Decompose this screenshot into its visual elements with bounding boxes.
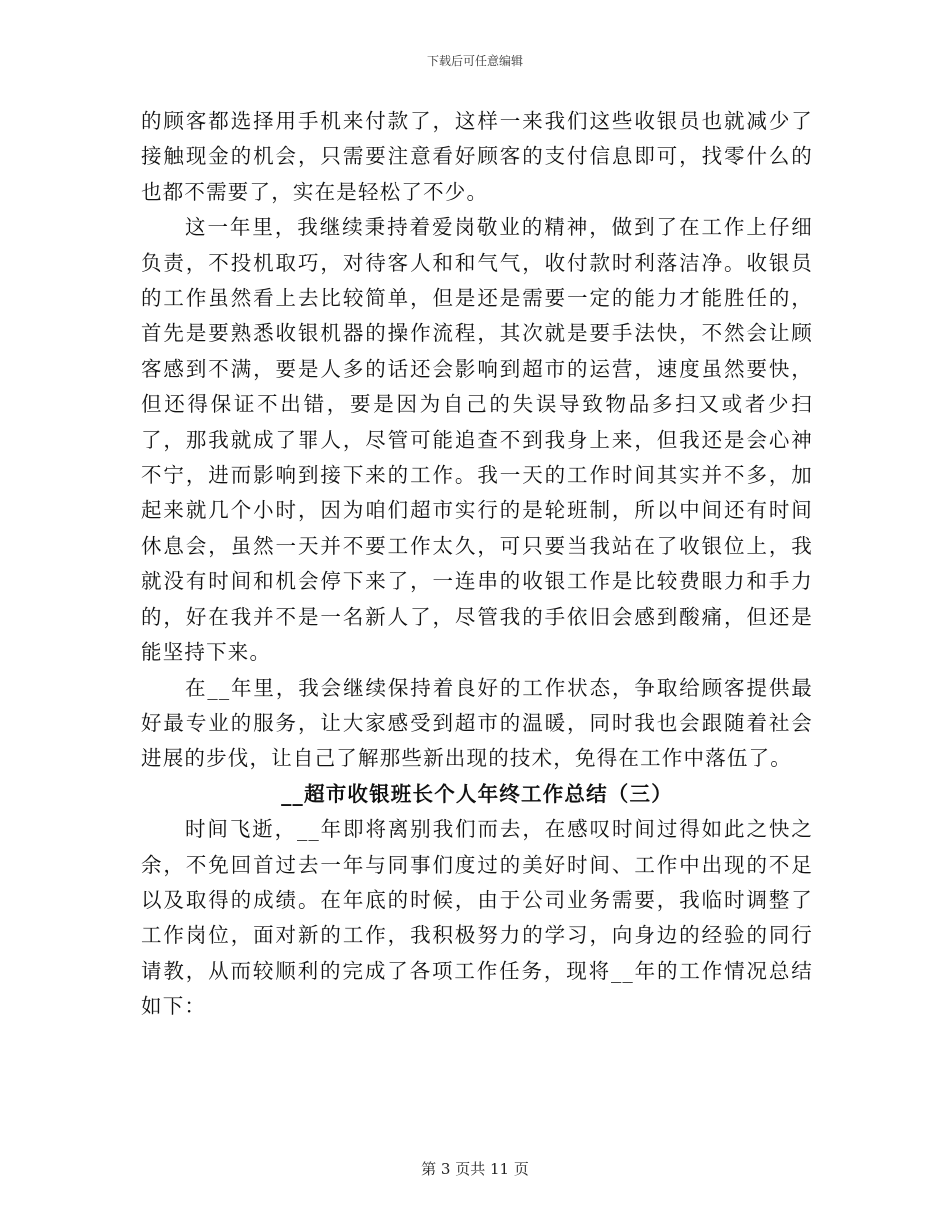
paragraph-next-year-plan: 在__年里，我会继续保持着良好的工作状态，争取给顾客提供最好最专业的服务，让大家感受到超市的温暖，同时我也会跟随着社会进展的步伐，让自己了解那些新出现的技术，免得在工作中落伍了。: [141, 675, 813, 771]
page-number: 第 3 页共 11 页: [421, 1160, 529, 1178]
page-header: 下载后可任意编辑: [426, 54, 523, 68]
document-body: [141, 104, 813, 1025]
paragraph-section-intro: 时间飞逝，__年即将离别我们而去，在感叹时间过得如此之快之余，不免回首过去一年与同事们度过的美好时间、工作中出现的不足以及取得的成绩。在年底的时候，由于公司业务需要，我临时调整了工作岗位，面对新的工作，我积极努力的学习，向身边的经验的同行请教，从而较顺利的完成了各项工作任务，现将__年的工作情况总结如下：: [141, 817, 813, 1019]
paragraph-work-summary: 这一年里，我继续秉持着爱岗敬业的精神，做到了在工作上仔细负责，不投机取巧，对待客人和和气气，收付款时利落洁净。收银员的工作虽然看上去比较简单，但是还是需要一定的能力才能胜任的，首先是要熟悉收银机器的操作流程，其次就是要手法快，不然会让顾客感到不满，要是人多的话还会影响到超市的运营，速度虽然要快，但还得保证不出错，要是因为自己的失误导致物品多扫又或者少扫了，那我就成了罪人，尽管可能追查不到我身上来，但我还是会心神不宁，进而影响到接下来的工作。我一天的工作时间其实并不多，加起来就几个小时，因为咱们超市实行的是轮班制，所以中间还有时间休息会，虽然一天并不要工作太久，可只要当我站在了收银位上，我就没有时间和机会停下来了，一连串的收银工作是比较费眼力和手力的，好在我并不是一名新人了，尽管我的手依旧会感到酸痛，但还是能坚持下来。: [141, 215, 813, 665]
paragraph-continuation: 的顾客都选择用手机来付款了，这样一来我们这些收银员也就减少了接触现金的机会，只需要注意看好顾客的支付信息即可，找零什么的也都不需要了，实在是轻松了不少。: [141, 109, 813, 204]
section-title: __超市收银班长个人年终工作总结（三）: [281, 781, 673, 806]
